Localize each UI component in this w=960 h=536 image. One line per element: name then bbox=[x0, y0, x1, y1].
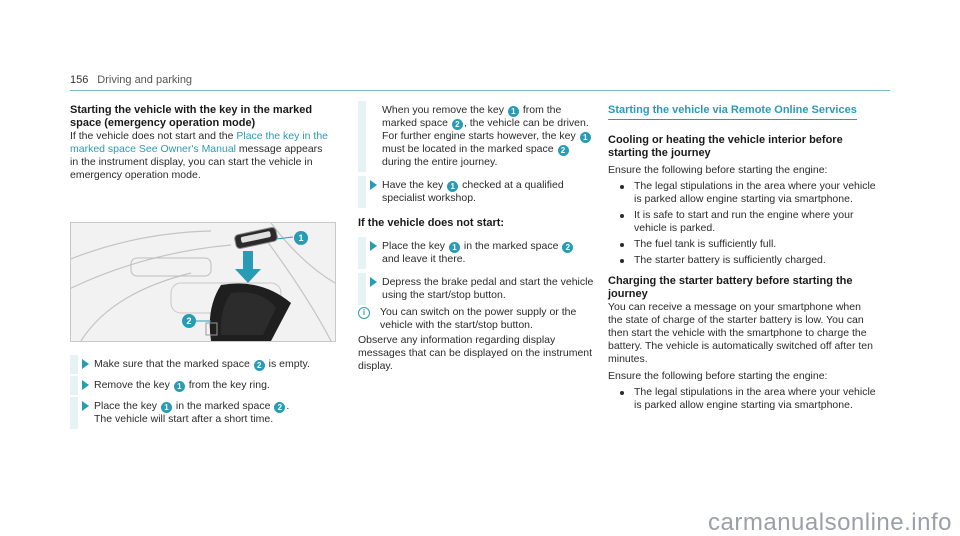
list-item: The fuel tank is sufficiently full. bbox=[608, 238, 878, 251]
ref-badge: 1 bbox=[580, 132, 591, 143]
step-arrow-icon bbox=[370, 180, 377, 190]
section-title-remote-start: Starting the vehicle via Remote Online Services bbox=[608, 104, 857, 120]
ensure-paragraph-1: Ensure the following before starting the engine: bbox=[608, 164, 828, 176]
info-note: i You can switch on the power supply or the vehicle with the start/stop button. bbox=[358, 306, 594, 332]
step-place-key: Place the key 1 in the marked space 2 . The vehicle will start after a short time. bbox=[70, 400, 332, 426]
ref-badge: 2 bbox=[274, 402, 285, 413]
subtitle-charging-battery: Charging the starter battery before starting the journey bbox=[608, 275, 853, 300]
step-arrow-icon bbox=[82, 401, 89, 411]
intro-paragraph: If the vehicle does not start and the Place the key in the marked space See Owner's Manual message appears in the instrument display, you can start the vehicle in emergency operation mode. bbox=[70, 130, 328, 181]
list-item: The legal stipulations in the area where your vehicle is parked allow engine starting via smartphone. bbox=[608, 386, 878, 412]
ref-badge: 1 bbox=[161, 402, 172, 413]
column-1-steps bbox=[70, 350, 332, 426]
ref-badge: 1 bbox=[449, 242, 460, 253]
step-arrow-icon bbox=[82, 359, 89, 369]
ref-badge: 1 bbox=[508, 106, 519, 117]
step-arrow-icon bbox=[370, 277, 377, 287]
ref-badge: 1 bbox=[174, 381, 185, 392]
key-marked-space-illustration bbox=[70, 222, 336, 342]
step-remove-key: Remove the key 1 from the key ring. bbox=[70, 379, 332, 392]
ref-badge: 2 bbox=[452, 119, 463, 130]
ensure-paragraph-2: Ensure the following before starting the engine: bbox=[608, 370, 828, 382]
info-icon: i bbox=[358, 307, 370, 319]
column-1 bbox=[70, 104, 332, 182]
page-number: 156 bbox=[70, 74, 89, 86]
column-2 bbox=[358, 104, 594, 373]
display-messages-paragraph: Observe any information regarding display messages that can be displayed on the instrument display. bbox=[358, 334, 593, 372]
ref-badge: 2 bbox=[254, 360, 265, 371]
list-item: The starter battery is sufficiently charged. bbox=[608, 254, 878, 267]
subtitle-cooling-heating: Cooling or heating the vehicle interior before starting the journey bbox=[608, 134, 843, 159]
section-title-emergency-start: Starting the vehicle with the key in the marked space (emergency operation mode) bbox=[70, 104, 313, 129]
step-arrow-icon bbox=[82, 380, 89, 390]
ref-badge: 2 bbox=[558, 145, 569, 156]
page-header bbox=[70, 74, 890, 91]
subtitle-vehicle-not-start: If the vehicle does not start: bbox=[358, 217, 505, 229]
callout-badge-1: 1 bbox=[294, 231, 308, 245]
step-arrow-icon bbox=[370, 241, 377, 251]
chapter-title: Driving and parking bbox=[97, 74, 193, 86]
ref-badge: 2 bbox=[562, 242, 573, 253]
step-have-key-checked: Have the key 1 checked at a qualified specialist workshop. bbox=[358, 179, 594, 205]
callout-badge-2: 2 bbox=[182, 314, 196, 328]
list-item: The legal stipulations in the area where your vehicle is parked allow engine starting via smartphone. bbox=[608, 180, 878, 206]
charging-paragraph: You can receive a message on your smartphone when the state of charge of the starter battery is low. You can then start the vehicle with the smartphone to charge the battery. The vehicle is automatically switched off after ten minutes. bbox=[608, 301, 873, 365]
list-item: It is safe to start and run the engine where your vehicle is parked. bbox=[608, 209, 878, 235]
watermark: carmanualsonline.info bbox=[708, 509, 952, 536]
column-3 bbox=[608, 104, 878, 412]
step-check-space: Make sure that the marked space 2 is empty. bbox=[70, 358, 332, 371]
step-remove-key-note: When you remove the key 1 from the marked space 2 , the vehicle can be driven. For further engine starts however, the key 1 must be located in the marked space 2 during the entire journey. bbox=[358, 104, 594, 169]
step-place-key-leave: Place the key 1 in the marked space 2 and leave it there. bbox=[358, 240, 594, 266]
ref-badge: 1 bbox=[447, 181, 458, 192]
step-depress-brake: Depress the brake pedal and start the vehicle using the start/stop button. bbox=[358, 276, 594, 302]
display-message-link[interactable]: Place the key in the marked space See Owner's Manual bbox=[70, 130, 328, 155]
